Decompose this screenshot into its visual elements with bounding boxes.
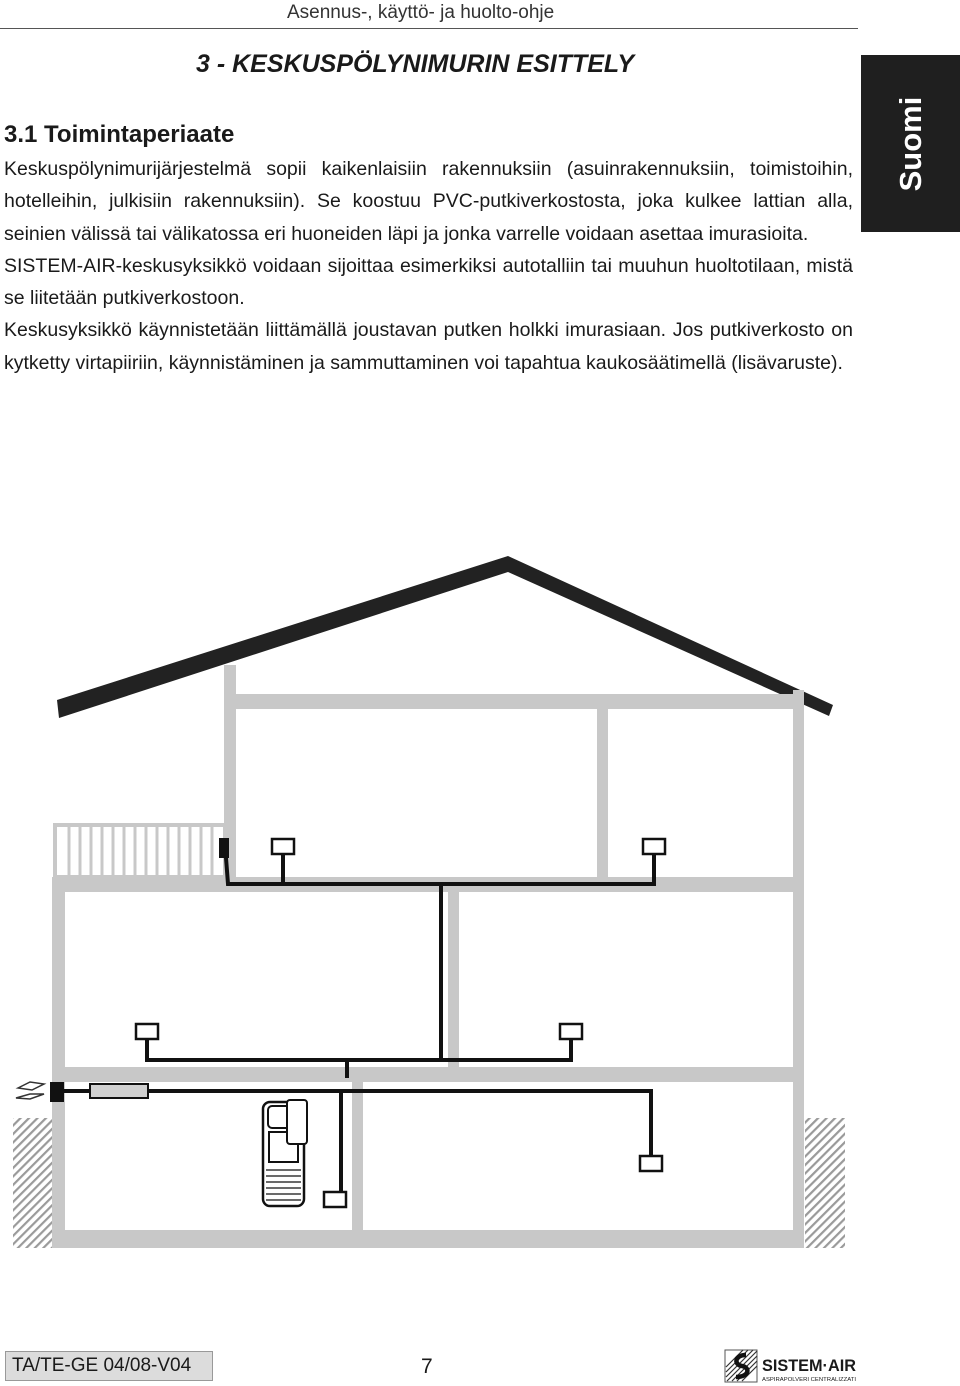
header-divider bbox=[0, 28, 858, 29]
exhaust-silencer bbox=[90, 1084, 148, 1098]
document-code: TA/TE-GE 04/08-V04 bbox=[5, 1351, 213, 1381]
inlet-socket bbox=[136, 1024, 158, 1039]
brand-tagline: ASPIRAPOLVERI CENTRALIZZATI bbox=[762, 1377, 857, 1383]
paragraph: Keskuspölynimurijärjestelmä sopii kaikenlaisiin rakennuksiin (asuinrakennuksiin, toimistoihin, hotelleihin, julkisiin rakennuksiin). Se koostuu PVC-putkiverkostosta, joka kulkee lattian alla, seinien välissä tai välikatossa eri huoneiden läpi ja jonka varrelle voidaan asettaa imurasioita. bbox=[4, 158, 853, 245]
ground-hatch-right bbox=[805, 1118, 845, 1248]
wall-ground-right bbox=[793, 1078, 804, 1248]
ground-hatch-left bbox=[13, 1118, 55, 1248]
paragraph: Keskusyksikkö käynnistetään liittämällä joustavan putken holkki imurasiaan. Jos putkiverkosto on kytketty virtapiiriin, käynnistäminen ja sammuttaminen voi tapahtua kaukosäätimellä (lisävaruste). bbox=[4, 319, 853, 374]
inlet-socket bbox=[324, 1192, 346, 1207]
inlet-socket bbox=[643, 839, 665, 854]
paragraph: SISTEM-AIR-keskusyksikkö voidaan sijoittaa esimerkiksi autotalliin tai muuhun huoltotilaan, mistä se liitetään putkiverkostoon. bbox=[4, 254, 853, 310]
partition-lower bbox=[352, 1082, 363, 1248]
chapter-title: 3 - KESKUSPÖLYNIMURIN ESITTELY bbox=[196, 50, 635, 78]
language-tab-label: Suomi bbox=[892, 96, 928, 191]
house-diagram bbox=[0, 540, 860, 1260]
foundation-floor bbox=[52, 1230, 804, 1248]
wall-lower-left bbox=[52, 877, 65, 1247]
house-walls bbox=[52, 665, 804, 1248]
body-text bbox=[4, 153, 853, 379]
section-title: 3.1 Toimintaperiaate bbox=[4, 121, 235, 148]
central-vacuum-unit bbox=[263, 1100, 307, 1206]
partition-upper bbox=[597, 709, 608, 885]
roof bbox=[57, 556, 833, 718]
attic-floor bbox=[224, 694, 804, 709]
language-tab bbox=[861, 55, 960, 232]
brand-logo bbox=[724, 1347, 859, 1385]
inlet-socket bbox=[560, 1024, 582, 1039]
wall-inlets bbox=[136, 838, 665, 1207]
balcony-inlet bbox=[219, 838, 229, 858]
ground-floor-ceiling bbox=[52, 1067, 804, 1082]
page-number: 7 bbox=[421, 1355, 433, 1378]
balcony-railing bbox=[55, 825, 225, 877]
inlet-socket bbox=[272, 839, 294, 854]
partition-middle bbox=[448, 892, 459, 1078]
brand-name: SISTEM·AIR bbox=[762, 1356, 856, 1375]
airflow-arrows-icon bbox=[16, 1082, 44, 1099]
inlet-socket bbox=[640, 1156, 662, 1171]
running-header-title: Asennus-, käyttö- ja huolto-ohje bbox=[287, 2, 555, 23]
